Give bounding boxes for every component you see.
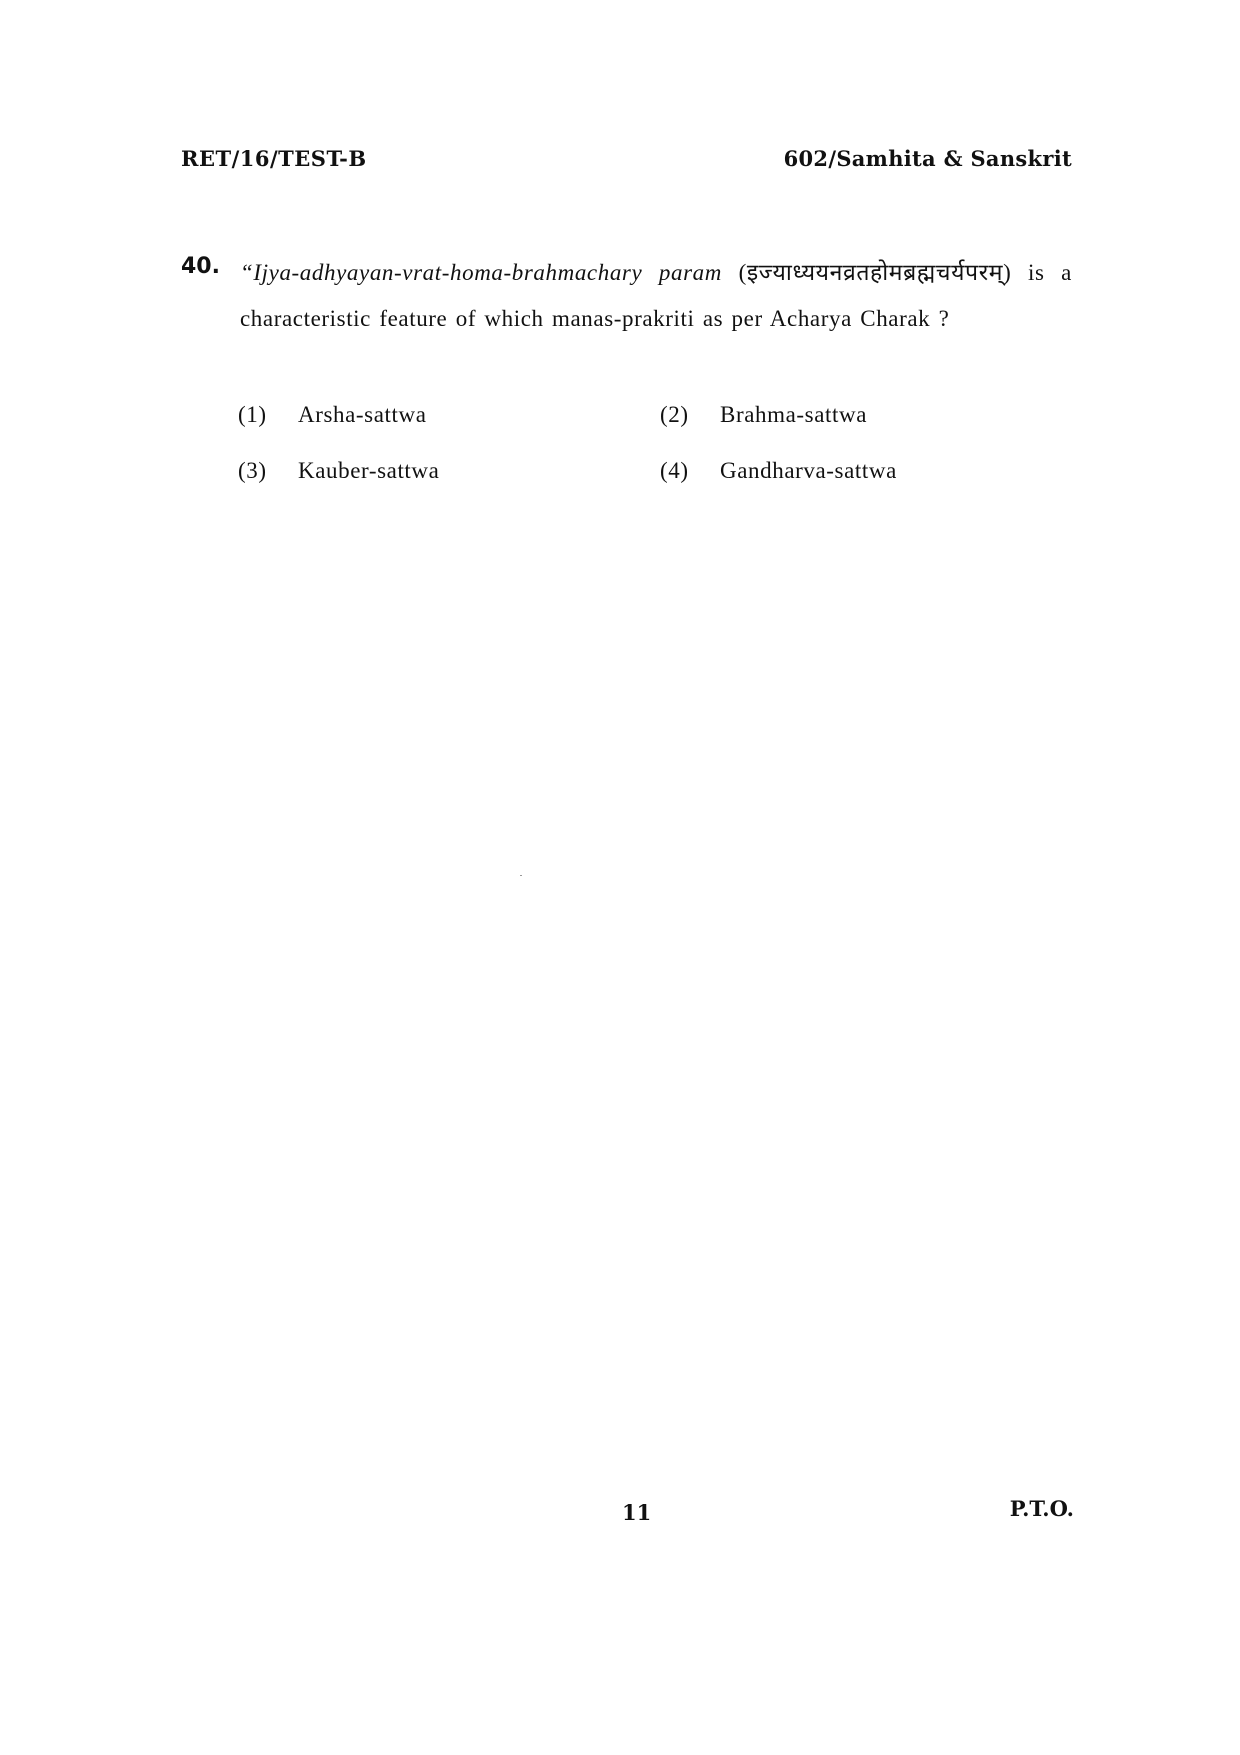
option-number: (4) <box>660 458 689 483</box>
page-number: 11 <box>622 1500 652 1525</box>
header-code: RET/16/TEST-B <box>181 146 367 171</box>
header-subject: 602/Samhita & Sanskrit <box>783 146 1072 171</box>
option-1 <box>238 402 427 428</box>
question-sanskrit: (इज्याध्ययनव्रतहोमब्रह्मचर्यपरम्) <box>738 260 1012 285</box>
pto-label: P.T.O. <box>1009 1496 1074 1521</box>
option-4 <box>660 458 897 484</box>
option-2 <box>660 402 867 428</box>
question-number: 40. <box>181 254 220 279</box>
option-number: (1) <box>238 402 267 427</box>
option-3 <box>238 458 439 484</box>
scan-speck <box>520 875 522 876</box>
option-number: (3) <box>238 458 267 483</box>
option-label: Kauber-sattwa <box>298 458 440 483</box>
option-label: Arsha-sattwa <box>298 402 427 427</box>
option-label: Gandharva-sattwa <box>720 458 897 483</box>
question-body: is a characteristic feature of which manas-prakriti as per Acharya Charak ? <box>240 260 1072 331</box>
option-number: (2) <box>660 402 689 427</box>
option-label: Brahma-sattwa <box>720 402 868 427</box>
question-text <box>240 250 1072 342</box>
question-quote: “Ijya-adhyayan-vrat-homa-brahmachary param <box>240 260 722 285</box>
